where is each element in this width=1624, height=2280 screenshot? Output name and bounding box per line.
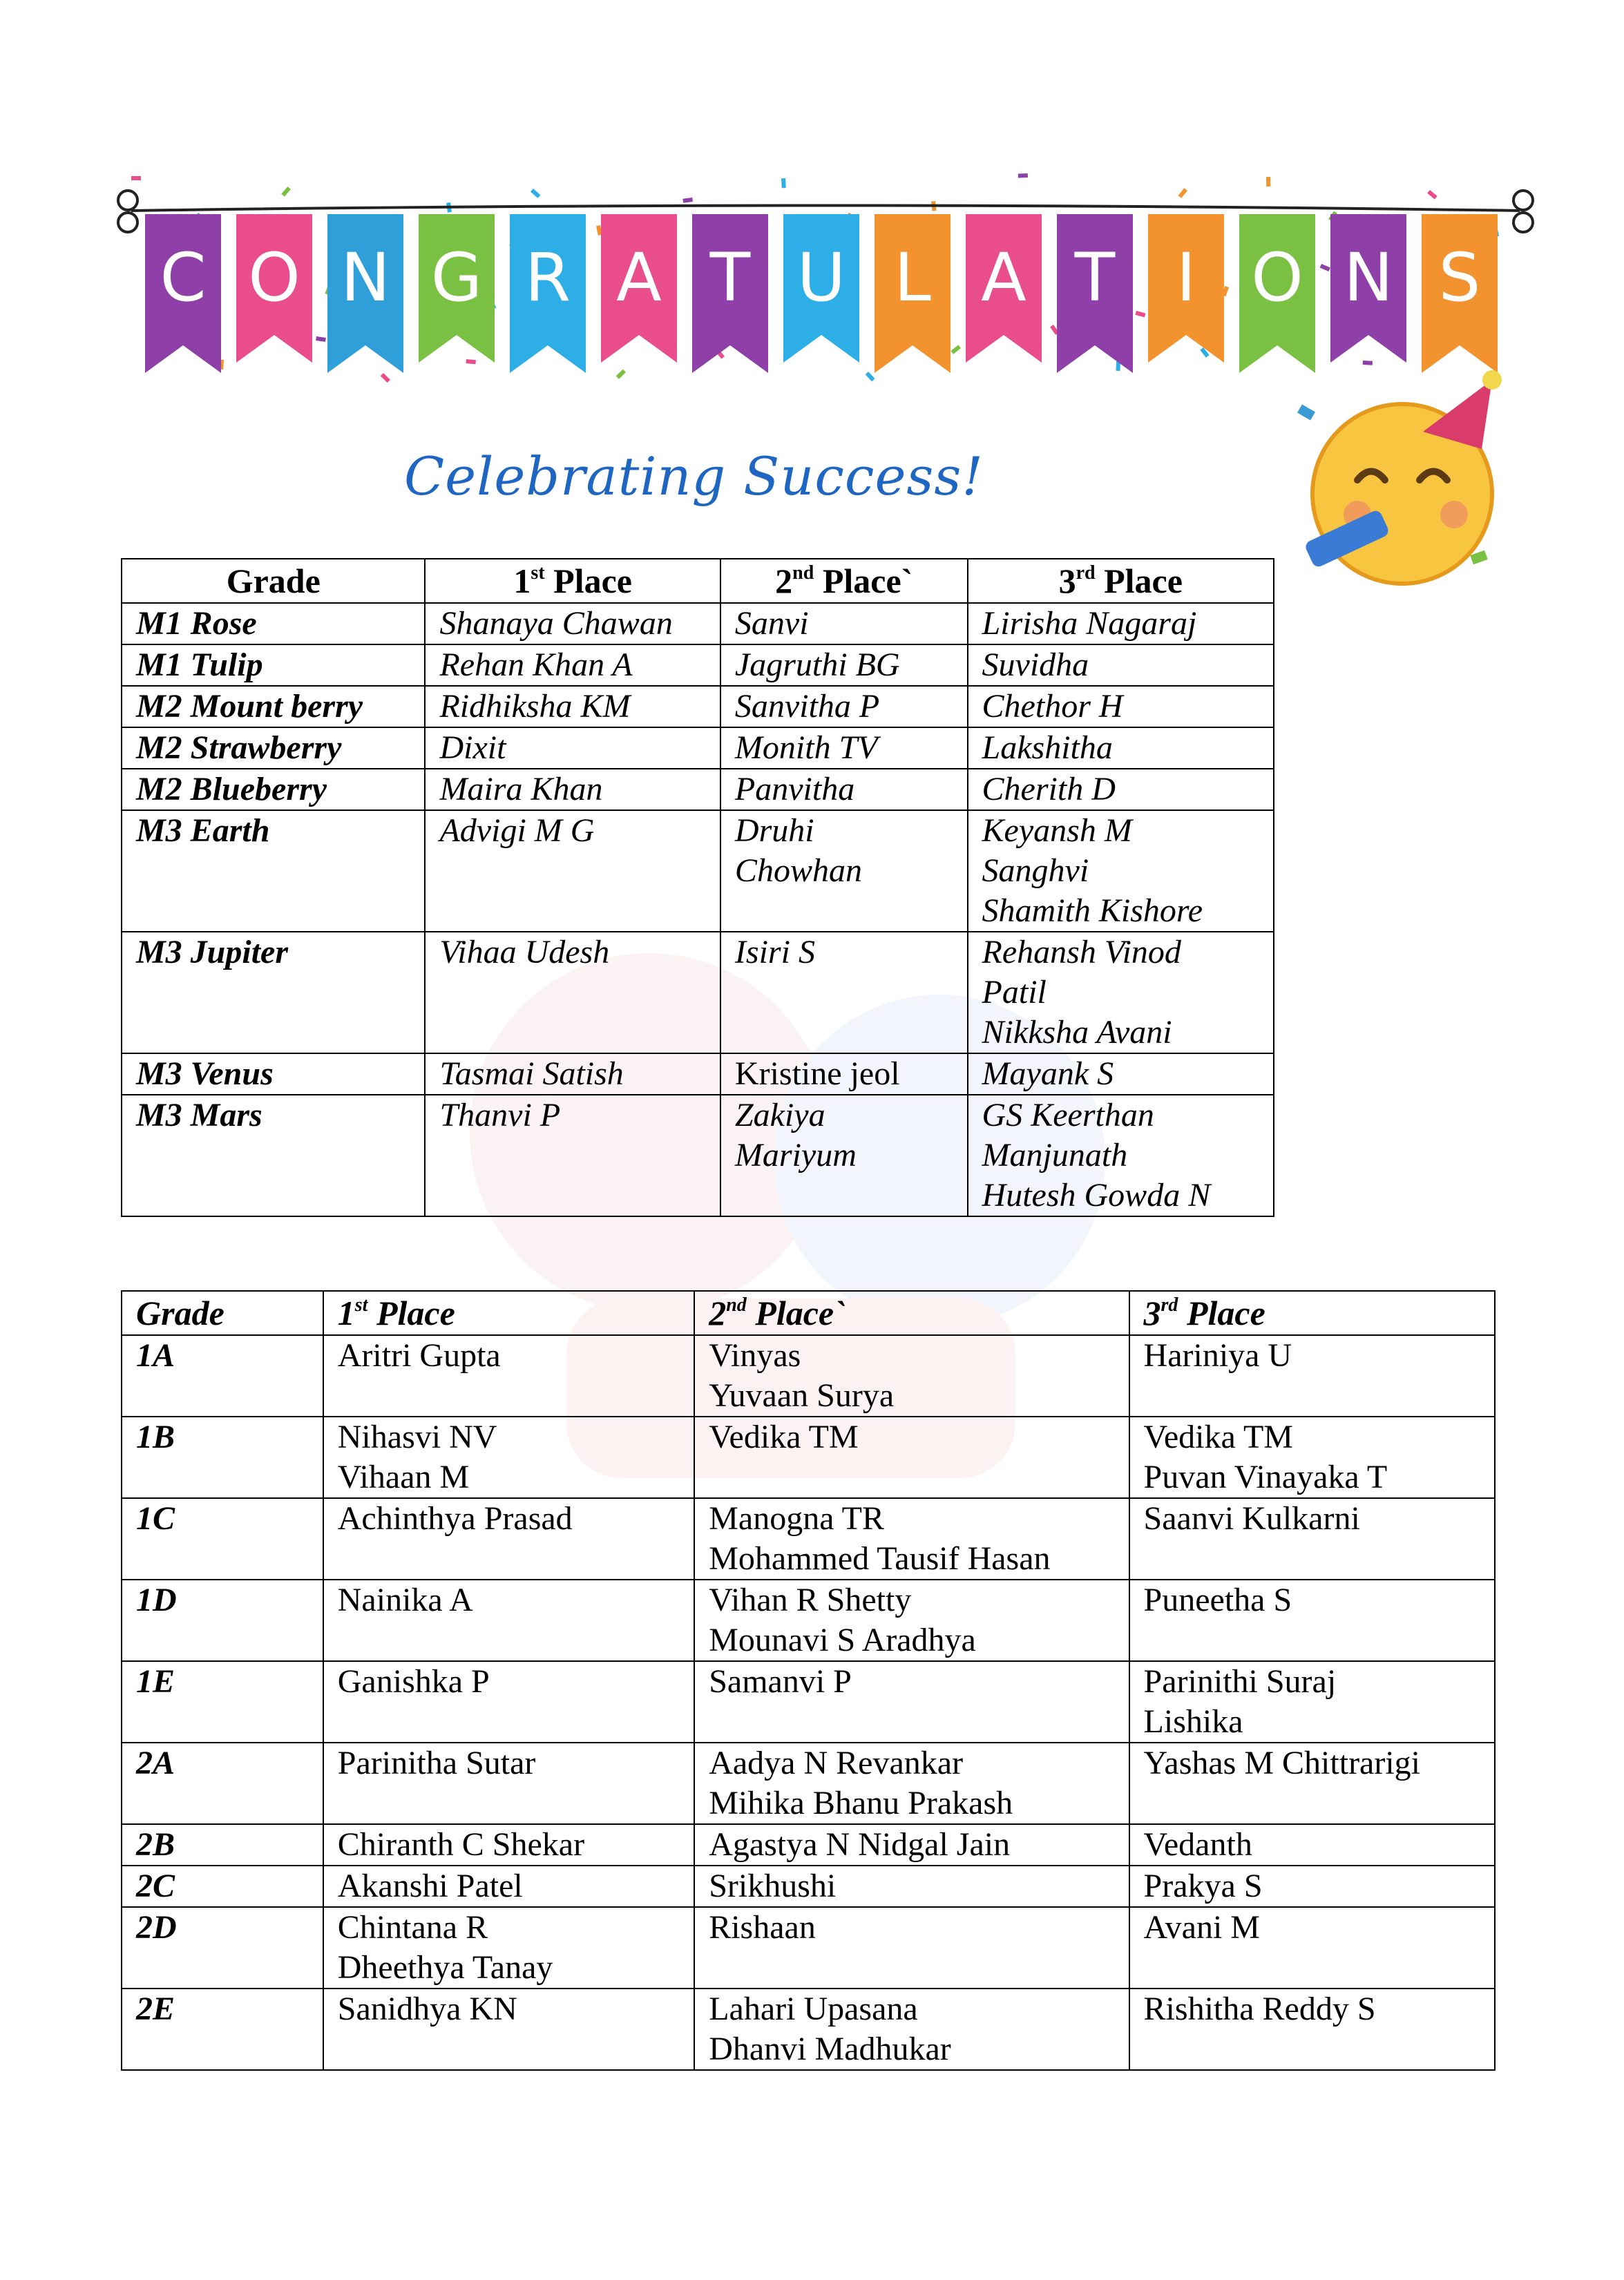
winner-name: Chiranth C Shekar — [337, 1826, 585, 1863]
third-place-cell — [968, 1053, 1274, 1095]
winner-name: Manjunath — [982, 1137, 1128, 1173]
winner-name: Jagruthi BG — [734, 646, 900, 683]
second-place-cell — [694, 1498, 1129, 1580]
winner-name: Vihaan M — [337, 1459, 470, 1495]
winner-name: Kristine jeol — [734, 1055, 900, 1092]
winner-name: Druhi — [734, 812, 814, 849]
second-place-cell — [694, 1580, 1129, 1661]
winner-name: Mounavi S Aradhya — [709, 1622, 976, 1658]
banner-flag — [510, 214, 586, 373]
first-place-cell — [425, 1095, 720, 1216]
winner-name: Saanvi Kulkarni — [1143, 1500, 1360, 1537]
winner-name: Vinyas — [709, 1337, 801, 1374]
winner-name: Shanaya Chawan — [439, 605, 673, 642]
banner-letter: G — [430, 239, 483, 316]
first-place-cell — [425, 769, 720, 810]
first-place-cell — [323, 1580, 694, 1661]
banner-string — [131, 206, 1520, 211]
grade-cell: 2A — [122, 1743, 323, 1824]
winner-name: Nainika A — [337, 1582, 473, 1618]
header-third-place: 3rd Place — [968, 559, 1274, 603]
winner-name: Srikhushi — [709, 1868, 837, 1904]
table-row — [122, 644, 1274, 686]
winner-name: Suvidha — [982, 646, 1089, 683]
first-place-cell — [425, 810, 720, 932]
winner-name: Vihan R Shetty — [709, 1582, 912, 1618]
winner-name: Samanvi P — [709, 1663, 852, 1700]
grade-cell: M2 Blueberry — [122, 769, 425, 810]
first-place-cell — [323, 1498, 694, 1580]
winner-name: Hutesh Gowda N — [982, 1177, 1211, 1214]
winner-name: Rishaan — [709, 1909, 816, 1946]
table-row — [122, 1417, 1495, 1498]
grade-cell: M3 Mars — [122, 1095, 425, 1216]
third-place-cell — [1129, 1417, 1495, 1498]
second-place-cell — [720, 727, 968, 769]
winner-name: Parinitha Sutar — [337, 1745, 536, 1781]
second-place-cell — [720, 932, 968, 1053]
table-row — [122, 1989, 1495, 2070]
winner-name: Avani M — [1143, 1909, 1260, 1946]
winner-name: Monith TV — [734, 729, 878, 766]
winner-name: Agastya N Nidgal Jain — [709, 1826, 1011, 1863]
table-row — [122, 1095, 1274, 1216]
winner-name: Hariniya U — [1143, 1337, 1292, 1374]
banner-flag — [1239, 214, 1315, 373]
table-row — [122, 932, 1274, 1053]
winner-name: Parinithi Suraj — [1143, 1663, 1337, 1700]
third-place-cell — [1129, 1907, 1495, 1989]
table-header-row — [122, 1291, 1495, 1335]
first-place-cell — [425, 603, 720, 644]
winner-name: Zakiya — [734, 1097, 825, 1133]
header-third-place: 3rd Place — [1129, 1291, 1495, 1335]
first-place-cell — [323, 1989, 694, 2070]
winner-name: Vihaa Udesh — [439, 934, 610, 970]
grade-cell: 1C — [122, 1498, 323, 1580]
third-place-cell — [1129, 1989, 1495, 2070]
header-second-place: 2nd Place` — [694, 1291, 1129, 1335]
table-row — [122, 1866, 1495, 1907]
winner-name: Lakshitha — [982, 729, 1113, 766]
winner-name: Puneetha S — [1143, 1582, 1292, 1618]
winner-name: Akanshi Patel — [337, 1868, 523, 1904]
banner-flag — [327, 214, 403, 373]
second-place-cell — [720, 603, 968, 644]
banner-letter: A — [616, 239, 662, 316]
winner-name: Yashas M Chittrarigi — [1143, 1745, 1421, 1781]
banner-flag — [236, 214, 312, 363]
winner-name: Achinthya Prasad — [337, 1500, 573, 1537]
second-place-cell — [694, 1824, 1129, 1866]
banner-flag — [966, 214, 1042, 363]
banner-flag — [1148, 214, 1224, 363]
banner-letter: A — [981, 239, 1026, 316]
winner-name: Maira Khan — [439, 771, 603, 807]
third-place-cell — [968, 603, 1274, 644]
winner-name: Isiri S — [734, 934, 815, 970]
winner-name: Rishitha Reddy S — [1143, 1991, 1376, 2027]
banner-flag — [1422, 214, 1498, 373]
third-place-cell — [1129, 1335, 1495, 1417]
grade-cell: M3 Jupiter — [122, 932, 425, 1053]
winner-name: Lirisha Nagaraj — [982, 605, 1197, 642]
banner-letter: N — [1344, 239, 1393, 316]
grade-cell: 2E — [122, 1989, 323, 2070]
winner-name: Lishika — [1143, 1703, 1243, 1740]
header-second-place: 2nd Place` — [720, 559, 968, 603]
first-place-cell — [425, 932, 720, 1053]
winner-name: Rehansh Vinod — [982, 934, 1181, 970]
table-row — [122, 1498, 1495, 1580]
grade-cell: 2B — [122, 1824, 323, 1866]
third-place-cell — [1129, 1661, 1495, 1743]
second-place-cell — [694, 1743, 1129, 1824]
first-place-cell — [323, 1417, 694, 1498]
grade-cell: 2D — [122, 1907, 323, 1989]
first-place-cell — [425, 686, 720, 727]
winner-name: Mohammed Tausif Hasan — [709, 1540, 1051, 1577]
second-place-cell — [694, 1417, 1129, 1498]
banner-letter: I — [1176, 239, 1196, 316]
third-place-cell — [968, 769, 1274, 810]
table-row — [122, 1053, 1274, 1095]
winner-name: Dhanvi Madhukar — [709, 2031, 951, 2067]
first-place-cell — [425, 727, 720, 769]
grade-cell: 1E — [122, 1661, 323, 1743]
first-place-cell — [323, 1824, 694, 1866]
second-place-cell — [720, 644, 968, 686]
first-place-cell — [323, 1866, 694, 1907]
grade-cell: M2 Strawberry — [122, 727, 425, 769]
header-grade: Grade — [122, 559, 425, 603]
second-place-cell — [720, 810, 968, 932]
header-first-place: 1st Place — [323, 1291, 694, 1335]
table-row — [122, 1907, 1495, 1989]
winner-name: Aadya N Revankar — [709, 1745, 964, 1781]
winner-name: Sanidhya KN — [337, 1991, 517, 2027]
third-place-cell — [1129, 1498, 1495, 1580]
banner-letter: T — [709, 239, 751, 316]
grade-cell: 1B — [122, 1417, 323, 1498]
winner-name: Panvitha — [734, 771, 855, 807]
winner-name: Vedanth — [1143, 1826, 1252, 1863]
grade-cell: M2 Mount berry — [122, 686, 425, 727]
banner-flag — [601, 214, 677, 363]
grade-cell: 2C — [122, 1866, 323, 1907]
table-row — [122, 1335, 1495, 1417]
banner-letter: N — [341, 239, 390, 316]
first-place-cell — [323, 1335, 694, 1417]
grade-cell: M3 Earth — [122, 810, 425, 932]
third-place-cell — [968, 1095, 1274, 1216]
winner-name: Sanghvi — [982, 852, 1089, 889]
first-place-cell — [323, 1907, 694, 1989]
winner-name: Patil — [982, 974, 1047, 1010]
winner-name: Dixit — [439, 729, 506, 766]
table-row — [122, 1580, 1495, 1661]
banner-letter: R — [524, 239, 571, 316]
winner-name: Prakya S — [1143, 1868, 1263, 1904]
winner-name: Mariyum — [734, 1137, 857, 1173]
page-subtitle: Celebrating Success! — [404, 446, 984, 507]
banner-letter: O — [1251, 239, 1303, 316]
winner-name: Mihika Bhanu Prakash — [709, 1785, 1013, 1821]
third-place-cell — [968, 727, 1274, 769]
winner-name: Chethor H — [982, 688, 1123, 725]
winner-name: Manogna TR — [709, 1500, 884, 1537]
second-place-cell — [694, 1907, 1129, 1989]
third-place-cell — [1129, 1824, 1495, 1866]
winner-name: Chowhan — [734, 852, 862, 889]
banner-flag — [419, 214, 495, 363]
winner-name: Dheethya Tanay — [337, 1949, 553, 1986]
winner-name: Ridhiksha KM — [439, 688, 631, 725]
third-place-cell — [1129, 1580, 1495, 1661]
winner-name: Lahari Upasana — [709, 1991, 918, 2027]
winner-name: Tasmai Satish — [439, 1055, 624, 1092]
banner-letter: S — [1438, 239, 1481, 316]
banner-flag — [875, 214, 950, 373]
winner-name: Sanvi — [734, 605, 809, 642]
first-place-cell — [323, 1743, 694, 1824]
banner-flag — [1057, 214, 1133, 373]
header-grade: Grade — [122, 1291, 323, 1335]
grade-cell: M3 Venus — [122, 1053, 425, 1095]
winner-name: Nikksha Avani — [982, 1014, 1172, 1051]
first-place-cell — [425, 1053, 720, 1095]
banner-flag — [692, 214, 768, 373]
winner-name: Puvan Vinayaka T — [1143, 1459, 1388, 1495]
winner-name: Rehan Khan A — [439, 646, 633, 683]
second-place-cell — [694, 1866, 1129, 1907]
winner-name: Vedika TM — [709, 1419, 859, 1455]
second-place-cell — [694, 1661, 1129, 1743]
table-row — [122, 1824, 1495, 1866]
winner-name: Mayank S — [982, 1055, 1114, 1092]
table-row — [122, 686, 1274, 727]
second-place-cell — [694, 1335, 1129, 1417]
winner-name: Shamith Kishore — [982, 892, 1203, 929]
third-place-cell — [968, 686, 1274, 727]
grade-cell: 1A — [122, 1335, 323, 1417]
banner-letter: T — [1074, 239, 1116, 316]
third-place-cell — [968, 810, 1274, 932]
winner-name: Nihasvi NV — [337, 1419, 497, 1455]
banner-flag — [1330, 214, 1406, 363]
party-face-icon — [1285, 366, 1520, 601]
third-place-cell — [1129, 1743, 1495, 1824]
winner-name: Cherith D — [982, 771, 1116, 807]
winner-name: Keyansh M — [982, 812, 1132, 849]
table-row — [122, 769, 1274, 810]
banner-letter: U — [796, 239, 846, 316]
third-place-cell — [968, 932, 1274, 1053]
third-place-cell — [1129, 1866, 1495, 1907]
winner-name: Vedika TM — [1143, 1419, 1293, 1455]
winner-name: GS Keerthan — [982, 1097, 1154, 1133]
table-header-row — [122, 559, 1274, 603]
primary-results-table — [121, 1290, 1496, 2071]
winner-name: Ganishka P — [337, 1663, 490, 1700]
table-row — [122, 727, 1274, 769]
grade-cell: M1 Rose — [122, 603, 425, 644]
banner-flag — [783, 214, 859, 363]
banner-letter: L — [894, 239, 931, 316]
montessori-results-table — [121, 558, 1274, 1217]
banner-letter: C — [160, 239, 207, 316]
first-place-cell — [425, 644, 720, 686]
table-row — [122, 810, 1274, 932]
table-row — [122, 1661, 1495, 1743]
second-place-cell — [720, 1053, 968, 1095]
banner-letter: O — [248, 239, 300, 316]
table-row — [122, 1743, 1495, 1824]
second-place-cell — [720, 769, 968, 810]
second-place-cell — [720, 1095, 968, 1216]
winner-name: Advigi M G — [439, 812, 595, 849]
first-place-cell — [323, 1661, 694, 1743]
second-place-cell — [720, 686, 968, 727]
winner-name: Aritri Gupta — [337, 1337, 501, 1374]
winner-name: Chintana R — [337, 1909, 488, 1946]
winner-name: Thanvi P — [439, 1097, 561, 1133]
second-place-cell — [694, 1989, 1129, 2070]
grade-cell: M1 Tulip — [122, 644, 425, 686]
third-place-cell — [968, 644, 1274, 686]
winner-name: Yuvaan Surya — [709, 1377, 895, 1414]
table-row — [122, 603, 1274, 644]
banner-flag — [145, 214, 221, 373]
header-first-place: 1st Place — [425, 559, 720, 603]
grade-cell: 1D — [122, 1580, 323, 1661]
winner-name: Sanvitha P — [734, 688, 880, 725]
